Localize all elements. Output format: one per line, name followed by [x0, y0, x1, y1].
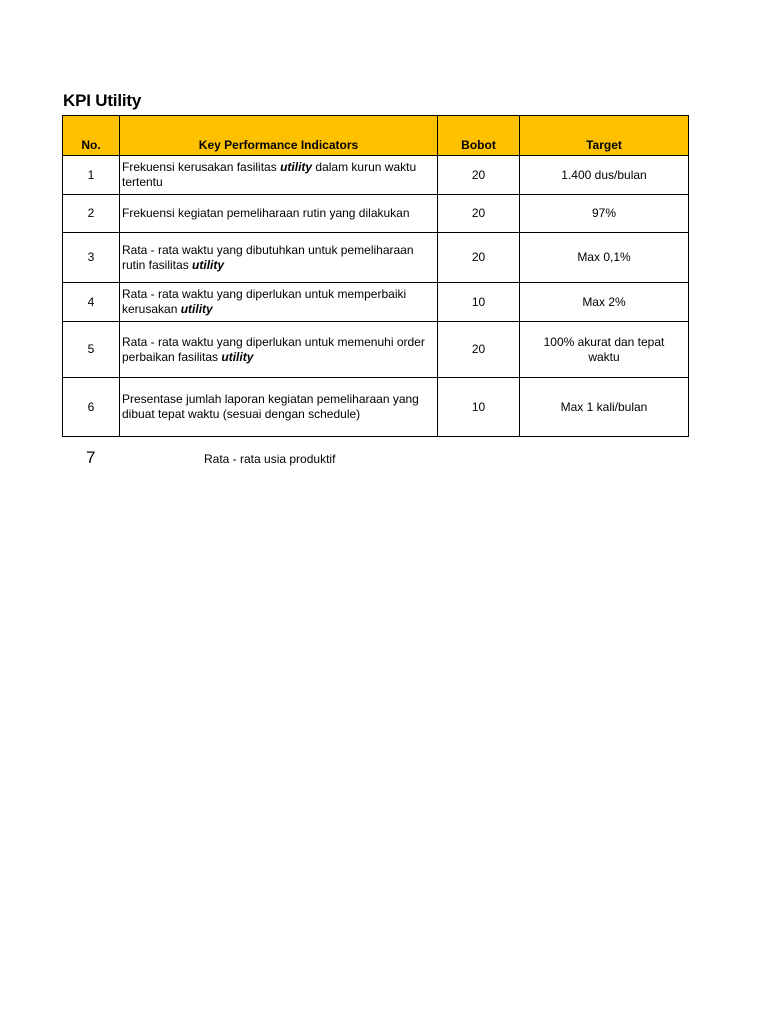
target-value: 1.400 dus/bulan — [520, 156, 689, 195]
kpi-text: Frekuensi kerusakan fasilitas — [122, 160, 281, 174]
kpi-table — [62, 115, 689, 437]
column-header-kpi: Key Performance Indicators — [120, 116, 438, 156]
kpi-description — [120, 195, 438, 233]
bobot-value: 20 — [438, 233, 520, 283]
target-value: 97% — [520, 195, 689, 233]
bobot-value: 20 — [438, 322, 520, 378]
page-title: KPI Utility — [63, 91, 142, 110]
row-number: 2 — [63, 195, 120, 233]
table-row — [63, 283, 689, 322]
column-header-target: Target — [520, 116, 689, 156]
kpi-text: Rata - rata waktu yang dibutuhkan untuk pemeliharaan rutin fasilitas — [122, 242, 414, 272]
table-header-row — [63, 116, 689, 156]
extra-row-kpi: Rata - rata usia produktif — [204, 452, 336, 466]
kpi-text-after: dalam kurun waktu tertentu — [122, 160, 417, 189]
column-header-bobot: Bobot — [438, 116, 520, 156]
bobot-value: 20 — [438, 195, 520, 233]
target-value: Max 0,1% — [520, 233, 689, 283]
bobot-value: 10 — [438, 283, 520, 322]
kpi-description — [120, 156, 438, 195]
kpi-text: Presentase jumlah laporan kegiatan pemeliharaan yang dibuat tepat waktu (sesuai dengan schedule) — [122, 392, 419, 421]
bobot-value: 10 — [438, 378, 520, 437]
target-value: Max 1 kali/bulan — [520, 378, 689, 437]
row-number: 4 — [63, 283, 120, 322]
kpi-description — [120, 378, 438, 437]
table-row — [63, 195, 689, 233]
kpi-emphasis: utility — [180, 302, 213, 316]
row-number: 5 — [63, 322, 120, 378]
table-row — [63, 233, 689, 283]
bobot-value: 20 — [438, 156, 520, 195]
kpi-emphasis: utility — [221, 349, 254, 364]
row-number: 3 — [63, 233, 120, 283]
target-value: Max 2% — [520, 283, 689, 322]
row-number: 1 — [63, 156, 120, 195]
table-row — [63, 156, 689, 195]
kpi-text: Rata - rata waktu yang diperlukan untuk memperbaiki kerusakan — [122, 287, 407, 316]
kpi-description — [120, 283, 438, 322]
kpi-emphasis: utility — [192, 257, 225, 272]
kpi-description — [120, 233, 438, 283]
table-row — [63, 322, 689, 378]
extra-row-number: 7 — [86, 448, 96, 467]
row-number: 6 — [63, 378, 120, 437]
kpi-emphasis: utility — [280, 160, 313, 174]
kpi-description — [120, 322, 438, 378]
kpi-text: Frekuensi kegiatan pemeliharaan rutin yang dilakukan — [122, 206, 410, 220]
table-row — [63, 378, 689, 437]
kpi-text: Rata - rata waktu yang diperlukan untuk memenuhi order perbaikan fasilitas — [122, 334, 425, 364]
column-header-no: No. — [63, 116, 120, 156]
target-value: 100% akurat dan tepat waktu — [520, 322, 689, 378]
